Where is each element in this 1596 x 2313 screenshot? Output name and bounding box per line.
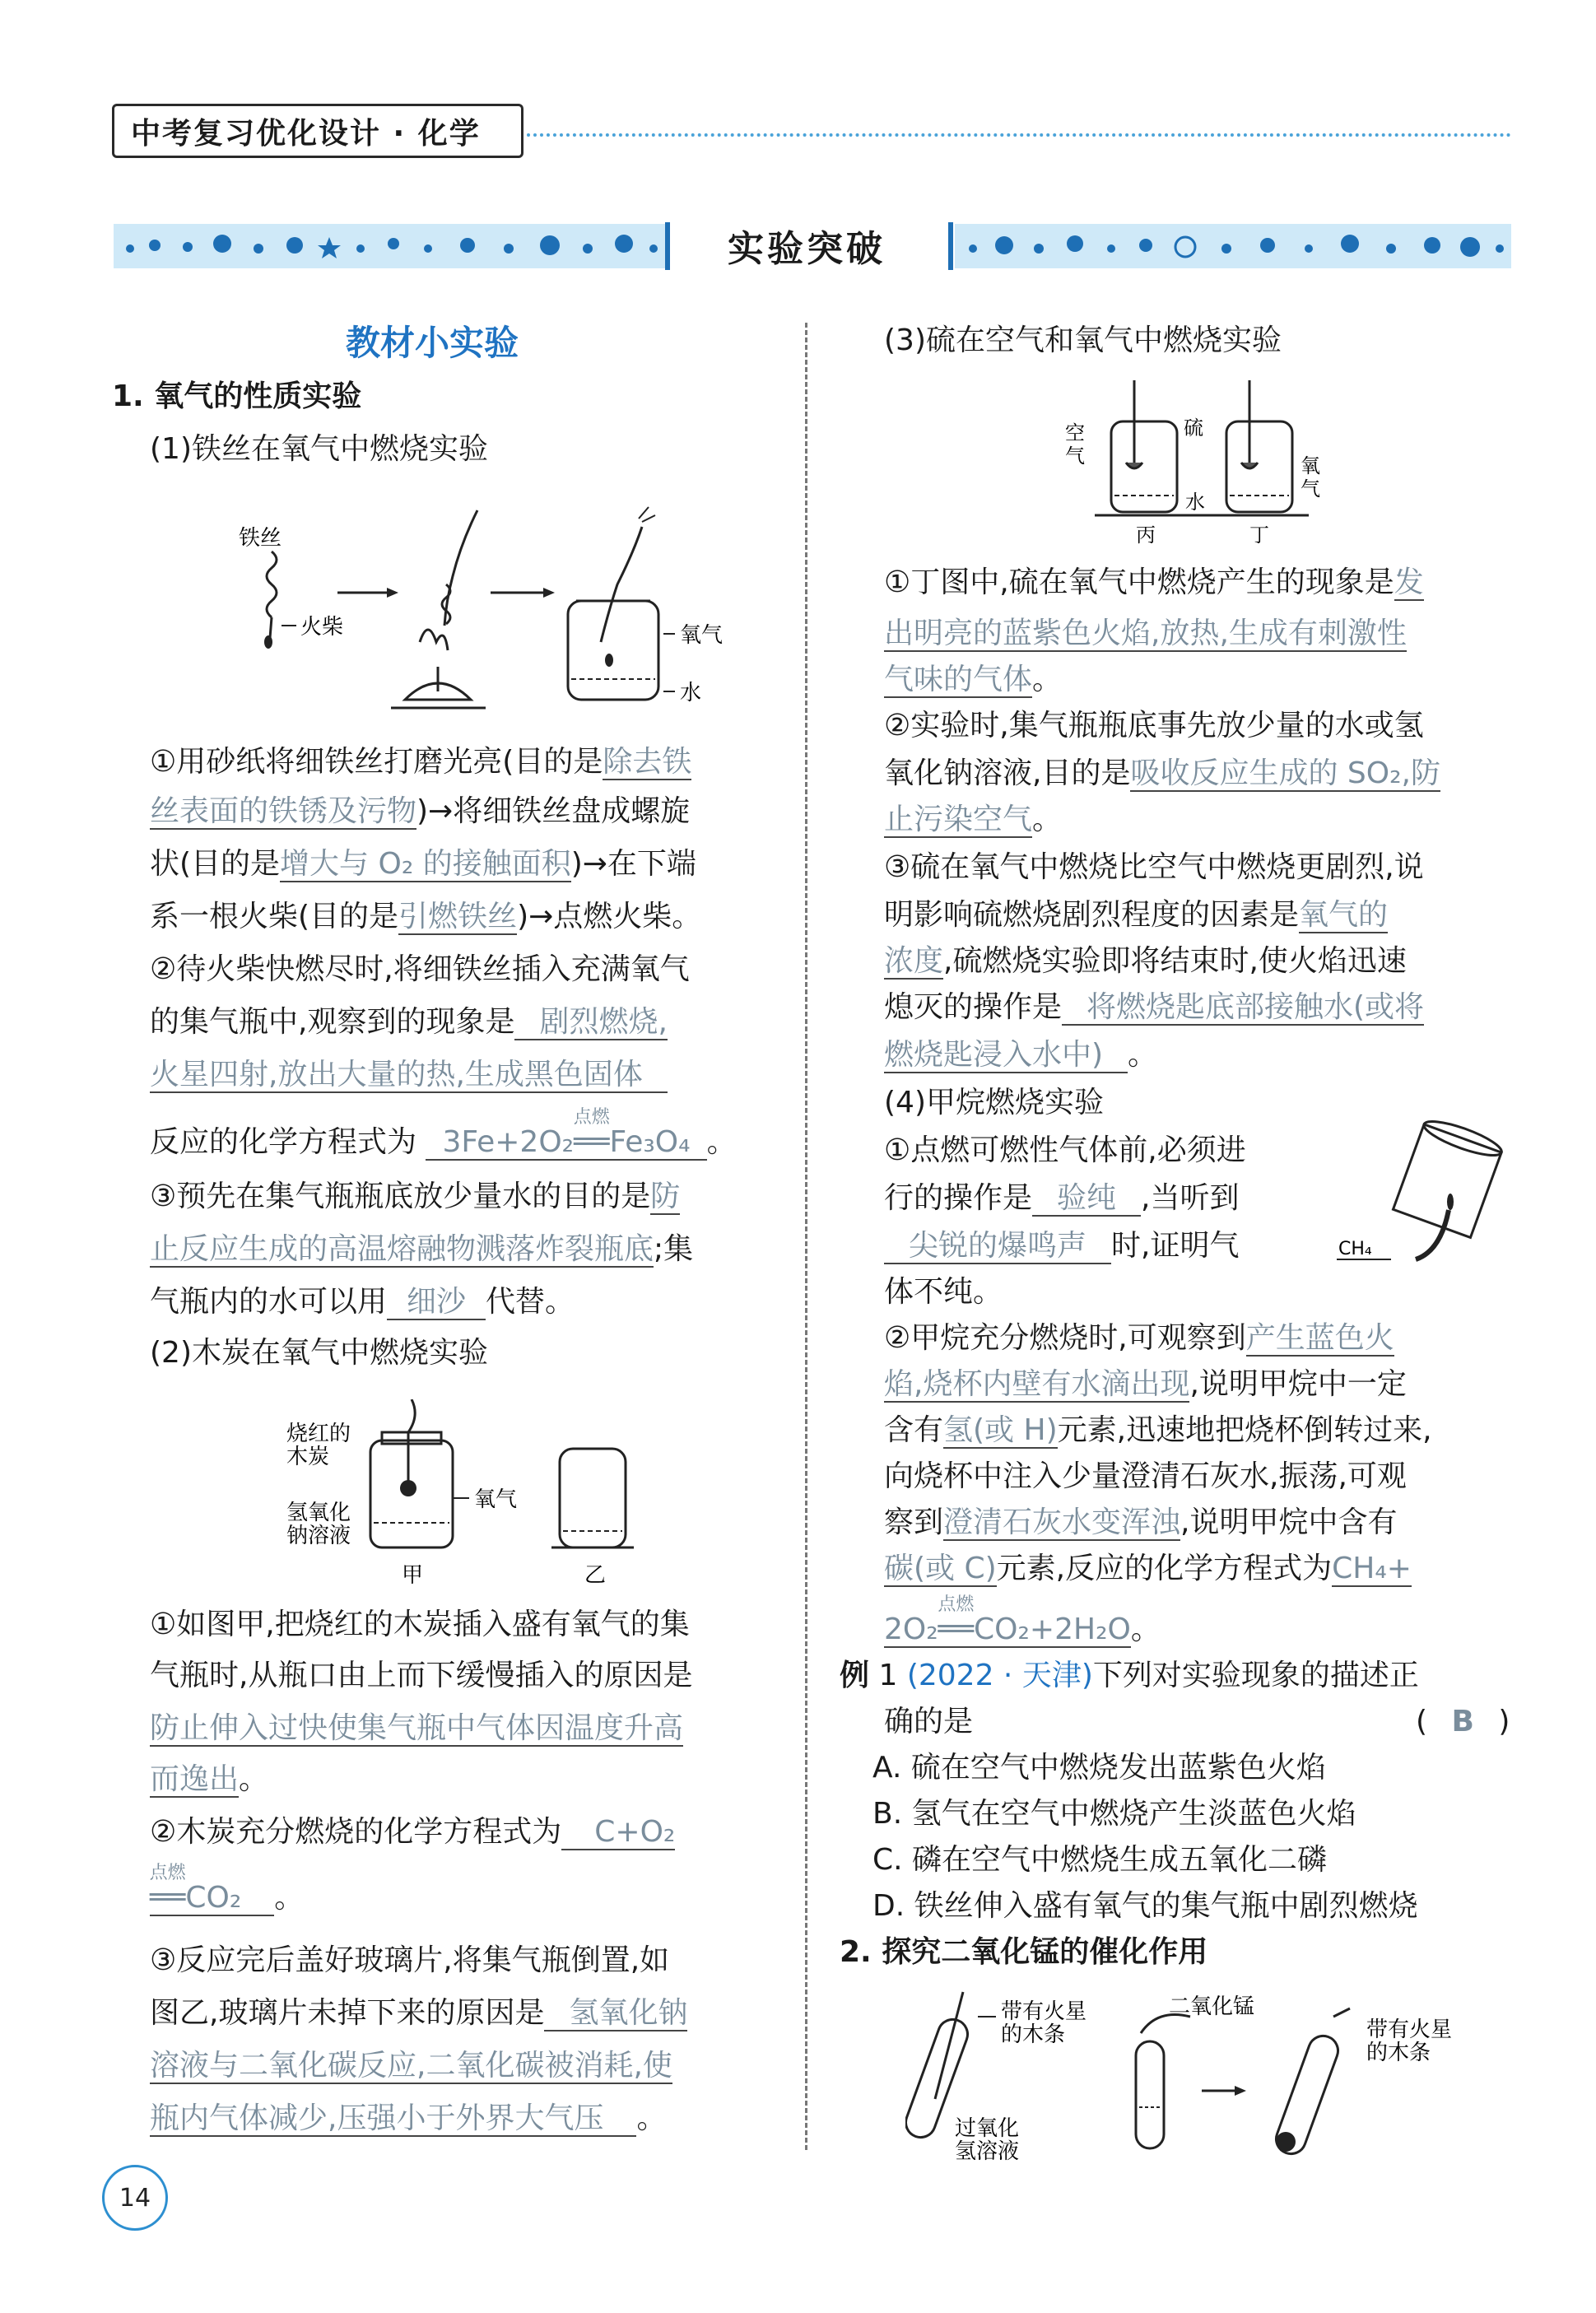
- banner-left-bar: [665, 222, 670, 270]
- sulfur-q2-line-1: ②实验时,集气瓶瓶底事先放少量的水或氢: [884, 709, 1424, 742]
- answer-blank[interactable]: 验纯: [1032, 1181, 1141, 1217]
- sulfur-q1-line-1: ①丁图中,硫在氧气中燃烧产生的现象是发: [884, 565, 1424, 599]
- item-2-title: 2. 探究二氧化锰的催化作用: [840, 1935, 1208, 1969]
- answer-blank[interactable]: 止反应生成的高温熔融物溅落炸裂瓶底: [150, 1232, 654, 1266]
- answer-blank[interactable]: CH₄+: [1332, 1552, 1412, 1585]
- charcoal-step-3-line-4: 瓶内气体减少,压强小于外界大气压 。: [150, 2101, 667, 2135]
- sub-heading-4: (4)甲烷燃烧实验: [884, 1086, 1104, 1119]
- iron-step-3-line-1: ③预先在集气瓶瓶底放少量水的目的是防: [150, 1180, 681, 1213]
- example-1-stem-line-1: 例 1 (2022 · 天津)下列对实验现象的描述正: [840, 1659, 1419, 1692]
- iron-step-2-line-2: 的集气瓶中,观察到的现象是 剧烈燃烧,: [150, 1005, 668, 1039]
- charcoal-step-3-line-2: 图乙,玻璃片未掉下来的原因是 氢氧化钠: [150, 1996, 688, 2030]
- answer-blank[interactable]: 引燃铁丝: [398, 900, 518, 933]
- answer-blank[interactable]: 剧烈燃烧,: [514, 1005, 667, 1040]
- banner-right-bar: [948, 222, 953, 270]
- fig3-label-ding: 丁: [1249, 524, 1269, 547]
- fig2-label-oxygen: 氧气: [474, 1487, 518, 1512]
- fig5-label-splint2: 带有火星的木条: [1366, 2017, 1453, 2065]
- fig2-label-naoh: 氢氧化钠溶液: [286, 1501, 351, 1548]
- iron-step-3-line-3: 气瓶内的水可以用 细沙 代替。: [150, 1285, 575, 1319]
- answer-blank[interactable]: 溶液与二氧化碳反应,二氧化碳被消耗,使: [150, 2049, 672, 2083]
- answer-blank[interactable]: 增大与 O₂ 的接触面积: [280, 847, 571, 881]
- answer-blank[interactable]: 燃烧匙浸入水中): [884, 1038, 1128, 1073]
- fig3-label-bing: 丙: [1136, 524, 1156, 547]
- star-dot-decoration-icon: [114, 224, 670, 268]
- item-1-title: 1. 氧气的性质实验: [112, 379, 362, 413]
- fig1-label-oxygen: 氧气: [680, 623, 724, 648]
- banner-right-decoration: [955, 224, 1511, 268]
- example-1-answer: ( B ): [1416, 1705, 1510, 1738]
- sub-heading-2: (2)木炭在氧气中燃烧实验: [150, 1336, 488, 1370]
- answer-blank[interactable]: 氢(或 H): [943, 1413, 1058, 1447]
- fig1-label-match: 火柴: [300, 615, 344, 640]
- charcoal-step-1-line-3: [150, 1704, 683, 1753]
- charcoal-step-1-line-1: ①如图甲,把烧红的木炭插入盛有氧气的集: [150, 1608, 690, 1641]
- charcoal-figure: [280, 1399, 642, 1589]
- sulfur-q3-line-5: 燃烧匙浸入水中) 。: [884, 1038, 1158, 1072]
- methane-q2-line-2: 焰,烧杯内壁有水滴出现,说明甲烷中一定: [884, 1367, 1407, 1401]
- book-title: 中考复习优化设计 · 化学: [112, 104, 523, 158]
- fig1-label-wire: 铁丝: [239, 526, 282, 551]
- fig2-label-charcoal: 烧红的木炭: [286, 1422, 351, 1469]
- example-option-c[interactable]: C. 磷在空气中燃烧生成五氧化二磷: [872, 1843, 1328, 1877]
- methane-q1-line-2: 行的操作是 验纯 ,当听到: [884, 1181, 1240, 1215]
- answer-blank[interactable]: 止污染空气: [884, 803, 1033, 836]
- iron-equation-line: 反应的化学方程式为 3Fe+2O₂ 点燃 ══Fe₃O₄ 。: [150, 1107, 737, 1159]
- answer-blank[interactable]: 吸收反应生成的 SO₂,防: [1130, 756, 1440, 790]
- answer-blank[interactable]: 点燃 ══CO₂: [150, 1881, 274, 1916]
- methane-q2-line-4: 向烧杯中注入少量澄清石灰水,振荡,可观: [884, 1459, 1407, 1493]
- answer-blank[interactable]: 氧气的: [1299, 898, 1389, 932]
- methane-equation-line: 2O₂ 点燃 ══CO₂+2H₂O。: [884, 1594, 1161, 1646]
- iron-step-2-line-1: ②待火柴快燃尽时,将细铁丝插入充满氧气: [150, 952, 690, 986]
- fig2-label-jia: 甲: [402, 1563, 424, 1588]
- methane-q1-line-3: 尖锐的爆鸣声 时,证明气: [884, 1222, 1239, 1271]
- sulfur-figure: [1062, 372, 1342, 553]
- page-number: 14: [102, 2165, 168, 2231]
- answer-blank[interactable]: 火星四射,放出大量的热,生成黑色固体: [150, 1058, 668, 1093]
- iron-step-1-line-1: ①用砂纸将细铁丝打磨光亮(目的是除去铁: [150, 745, 692, 779]
- answer-blank[interactable]: 将燃烧匙底部接触水(或将: [1062, 990, 1424, 1026]
- example-answer-value[interactable]: B: [1451, 1705, 1474, 1738]
- methane-q2-line-5: 察到澄清石灰水变浑浊,说明甲烷中含有: [884, 1506, 1398, 1539]
- answer-blank[interactable]: 2O₂ 点燃 ══CO₂+2H₂O: [884, 1594, 1131, 1646]
- fig3-label-air: 空气: [1065, 421, 1085, 468]
- charcoal-step-2-line-1: ②木炭充分燃烧的化学方程式为 C+O₂: [150, 1815, 676, 1849]
- answer-blank[interactable]: 防: [650, 1180, 681, 1213]
- fig5-label-mno2: 二氧化锰: [1169, 1994, 1255, 2019]
- answer-blank[interactable]: 焰,烧杯内壁有水滴出现: [884, 1367, 1190, 1401]
- methane-q1-line-1: ①点燃可燃性气体前,必须进: [884, 1133, 1246, 1167]
- answer-blank[interactable]: 出明亮的蓝紫色火焰,放热,生成有刺激性: [884, 617, 1407, 650]
- answer-blank[interactable]: 澄清石灰水变浑浊: [943, 1506, 1181, 1539]
- iron-step-1-line-3: 状(目的是增大与 O₂ 的接触面积)→在下端: [150, 847, 696, 881]
- answer-blank[interactable]: 发: [1394, 565, 1424, 599]
- fig5-label-h2o2: 过氧化氢溶液: [955, 2116, 1020, 2164]
- fig1-label-water: 水: [680, 681, 702, 705]
- charcoal-step-1-line-4: 而逸出。: [150, 1762, 269, 1796]
- example-option-b[interactable]: B. 氢气在空气中燃烧产生淡蓝色火焰: [872, 1797, 1356, 1831]
- sulfur-q3-line-3: 浓度,硫燃烧实验即将结束时,使火焰迅速: [884, 944, 1407, 978]
- sulfur-q1-line-3: 气味的气体。: [884, 663, 1063, 696]
- fig4-label-ch4: CH₄: [1338, 1239, 1372, 1259]
- answer-blank[interactable]: 产生蓝色火: [1245, 1321, 1394, 1355]
- sulfur-q3-line-4: 熄灭的操作是 将燃烧匙底部接触水(或将: [884, 990, 1425, 1024]
- methane-figure: [1333, 1119, 1523, 1284]
- answer-blank[interactable]: 浓度: [884, 944, 944, 978]
- methane-q2-line-1: ②甲烷充分燃烧时,可观察到产生蓝色火: [884, 1321, 1394, 1355]
- charcoal-step-2-line-2: 点燃 ══CO₂ 。: [149, 1863, 305, 1915]
- banner-title: 实验突破: [728, 228, 886, 270]
- mno2-catalysis-figure: [905, 1984, 1498, 2165]
- answer-blank[interactable]: 气味的气体: [884, 663, 1033, 696]
- methane-q2-line-3: 含有氢(或 H)元素,迅速地把烧杯倒转过来,: [884, 1413, 1432, 1447]
- answer-blank[interactable]: 碳(或 C): [884, 1552, 997, 1585]
- answer-blank[interactable]: 氢氧化钠: [544, 1996, 687, 2031]
- methane-q1-line-4: 体不纯。: [884, 1275, 1003, 1309]
- answer-blank[interactable]: 瓶内气体减少,压强小于外界大气压: [150, 2101, 636, 2137]
- example-source: (2022 · 天津): [906, 1659, 1093, 1692]
- example-option-a[interactable]: A. 硫在空气中燃烧发出蓝紫色火焰: [872, 1751, 1326, 1785]
- iron-step-1-line-4: 系一根火柴(目的是引燃铁丝)→点燃火柴。: [150, 900, 702, 933]
- sub-heading-1: (1)铁丝在氧气中燃烧实验: [150, 432, 488, 466]
- answer-blank[interactable]: 防止伸入过快使集气瓶中气体因温度升高: [150, 1711, 684, 1745]
- answer-blank[interactable]: 细沙: [387, 1285, 486, 1320]
- sulfur-q2-line-2: 氧化钠溶液,目的是吸收反应生成的 SO₂,防: [884, 756, 1440, 790]
- fig5-label-splint1: 带有火星的木条: [1001, 1999, 1087, 2047]
- sulfur-q3-line-1: ③硫在氧气中燃烧比空气中燃烧更剧烈,说: [884, 850, 1424, 884]
- answer-blank[interactable]: 丝表面的铁锈及污物: [150, 794, 417, 828]
- column-divider: [805, 323, 807, 2150]
- star-dot-decoration-icon: [955, 224, 1511, 268]
- iron-step-3-line-2: 止反应生成的高温熔融物溅落炸裂瓶底;集: [150, 1232, 694, 1266]
- fig2-label-yi: 乙: [584, 1563, 607, 1588]
- iron-wire-figure: [230, 502, 757, 724]
- answer-blank[interactable]: C+O₂: [561, 1815, 675, 1850]
- sub-heading-3: (3)硫在空气和氧气中燃烧实验: [884, 323, 1282, 357]
- example-option-d[interactable]: D. 铁丝伸入盛有氧气的集气瓶中剧烈燃烧: [872, 1889, 1418, 1923]
- fig3-label-oxygen: 氧气: [1301, 454, 1320, 500]
- banner-left-decoration: [114, 224, 670, 268]
- answer-blank[interactable]: 而逸出: [150, 1762, 240, 1796]
- answer-blank[interactable]: 除去铁: [603, 745, 692, 779]
- iron-step-1-line-2: 丝表面的铁锈及污物)→将细铁丝盘成螺旋: [150, 794, 691, 828]
- iron-step-2-line-3: [150, 1050, 668, 1100]
- charcoal-step-1-line-2: 气瓶时,从瓶口由上而下缓慢插入的原因是: [150, 1659, 693, 1692]
- sulfur-q1-line-2: [884, 609, 1407, 659]
- fig3-label-sulfur: 硫: [1184, 417, 1203, 440]
- charcoal-step-3-line-3: [150, 2041, 672, 2091]
- answer-blank[interactable]: 尖锐的爆鸣声: [884, 1229, 1111, 1264]
- sulfur-q3-line-2: 明影响硫燃烧剧烈程度的因素是氧气的: [884, 898, 1389, 932]
- methane-q2-line-6: 碳(或 C)元素,反应的化学方程式为CH₄+: [884, 1552, 1412, 1585]
- header-dotted-rule: [527, 133, 1511, 137]
- answer-blank[interactable]: 3Fe+2O₂ 点燃 ══Fe₃O₄: [426, 1125, 706, 1161]
- fig3-label-water: 水: [1185, 491, 1205, 514]
- section-title: 教材小实验: [346, 323, 519, 363]
- charcoal-step-3-line-1: ③反应完后盖好玻璃片,将集气瓶倒置,如: [150, 1943, 670, 1977]
- example-1-stem-line-2: 确的是: [884, 1705, 974, 1738]
- sulfur-q2-line-3: 止污染空气。: [884, 803, 1063, 836]
